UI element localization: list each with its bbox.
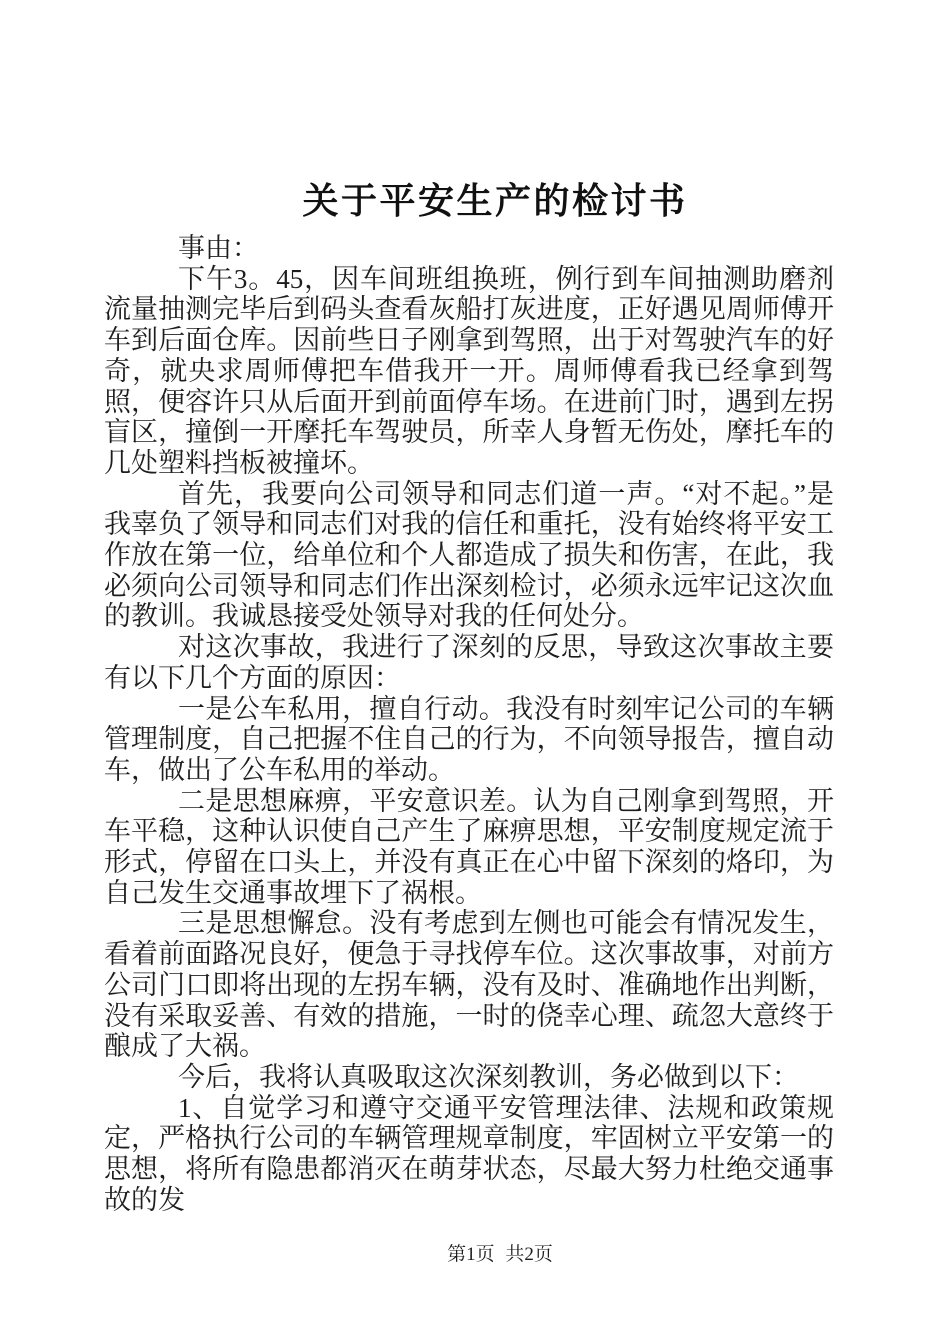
paragraph-reason-2: 二是思想麻痹，平安意识差。认为自己刚拿到驾照，开车平稳，这种认识使自己产生了麻痹思想，平安制度规定流于形式，停留在口头上，并没有真正在心中留下深刻的烙印，为自己发生交通事故埋下了祸根。 bbox=[104, 785, 834, 908]
paragraph-incident-description: 下午3。45，因车间班组换班，例行到车间抽测助磨剂流量抽测完毕后到码头查看灰船打灰进度，正好遇见周师傅开车到后面仓库。因前些日子刚拿到驾照，出于对驾驶汽车的好奇，就央求周师傅把车借我开一开。周师傅看我已经拿到驾照，便容许只从后面开到前面停车场。在进前门时，遇到左拐盲区，撞倒一开摩托车驾驶员，所幸人身暂无伤处，摩托车的几处塑料挡板被撞坏。 bbox=[104, 263, 834, 478]
paragraph-subject-label: 事由： bbox=[178, 233, 259, 263]
document-body bbox=[104, 233, 834, 1216]
paragraph-resolution-intro: 今后，我将认真吸取这次深刻教训，务必做到以下： bbox=[178, 1061, 799, 1092]
paragraph-reason-1: 一是公车私用，擅自行动。我没有时刻牢记公司的车辆管理制度，自己把握不住自己的行为，不向领导报告，擅自动车，做出了公车私用的举动。 bbox=[104, 693, 834, 785]
page-number-indicator: 第1页 共2页 bbox=[447, 1244, 553, 1265]
paragraph-resolution-1: 1、自觉学习和遵守交通平安管理法律、法规和政策规定，严格执行公司的车辆管理规章制度，牢固树立平安第一的思想，将所有隐患都消灭在萌芽状态，尽最大努力杜绝交通事故的发 bbox=[104, 1092, 834, 1215]
document-title: 关于平安生产的检讨书 bbox=[302, 181, 688, 221]
paragraph-apology: 首先，我要向公司领导和同志们道一声。“对不起。”是我辜负了领导和同志们对我的信任和重托，没有始终将平安工作放在第一位，给单位和个人都造成了损失和伤害，在此，我必须向公司领导和同志们作出深刻检讨，必须永远牢记这次血的教训。我诚恳接受处领导对我的任何处分。 bbox=[104, 478, 834, 632]
paragraph-reason-3: 三是思想懈怠。没有考虑到左侧也可能会有情况发生，看着前面路况良好，便急于寻找停车位。这次事故事，对前方公司门口即将出现的左拐车辆，没有及时、准确地作出判断，没有采取妥善、有效的措施，一时的侥幸心理、疏忽大意终于酿成了大祸。 bbox=[104, 908, 834, 1062]
paragraph-reflection-intro: 对这次事故，我进行了深刻的反思，导致这次事故主要有以下几个方面的原因： bbox=[104, 632, 834, 693]
page-footer bbox=[50, 1243, 950, 1267]
